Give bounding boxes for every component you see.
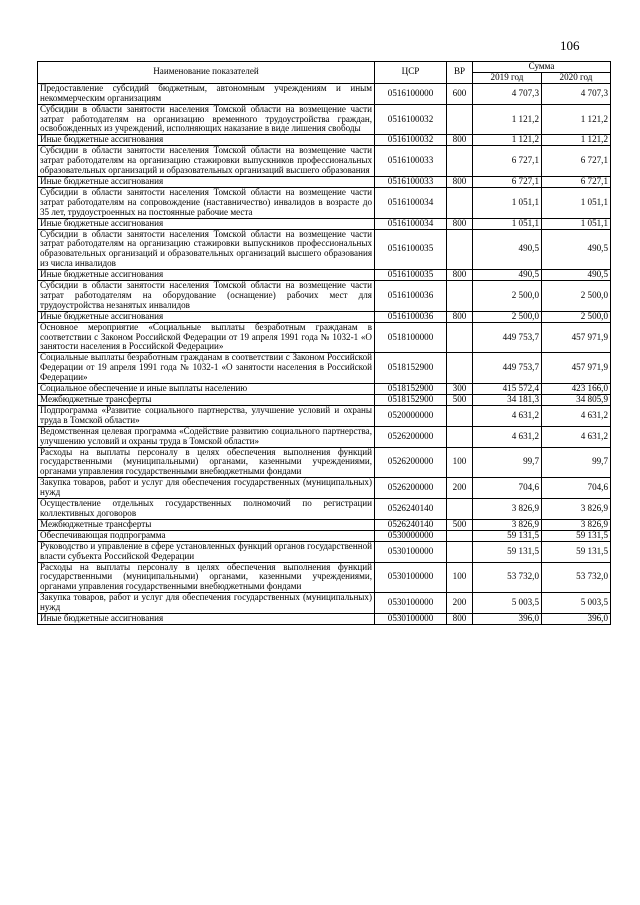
row-sum-2020: 4 631,2 xyxy=(542,405,611,426)
row-sum-2019: 704,6 xyxy=(473,478,542,499)
row-name: Иные бюджетные ассигнования xyxy=(38,270,375,281)
row-name: Ведомственная целевая программа «Содействие развитию социального партнерства, улучшению условий и охраны труда в Томской области» xyxy=(38,426,375,447)
row-sum-2020: 3 826,9 xyxy=(542,519,611,530)
row-sum-2020: 2 500,0 xyxy=(542,281,611,312)
row-vr: 800 xyxy=(447,218,473,229)
row-name: Социальное обеспечение и иные выплаты населению xyxy=(38,384,375,395)
table-row xyxy=(38,405,611,426)
row-sum-2020: 396,0 xyxy=(542,614,611,625)
row-code: 0520000000 xyxy=(375,405,447,426)
row-vr: 600 xyxy=(447,83,473,104)
row-sum-2020: 490,5 xyxy=(542,229,611,270)
row-code: 0526200000 xyxy=(375,426,447,447)
table-body xyxy=(38,83,611,624)
row-vr: 800 xyxy=(447,176,473,187)
row-code: 0530100000 xyxy=(375,562,447,593)
row-vr: 300 xyxy=(447,384,473,395)
row-sum-2020: 6 727,1 xyxy=(542,176,611,187)
table-row xyxy=(38,146,611,177)
row-vr: 200 xyxy=(447,593,473,614)
row-sum-2020: 1 051,1 xyxy=(542,218,611,229)
row-code: 0530100000 xyxy=(375,541,447,562)
table-row xyxy=(38,614,611,625)
table-row xyxy=(38,229,611,270)
row-name: Подпрограмма «Развитие социального партнерства, улучшение условий и охраны труда в Томской области» xyxy=(38,405,375,426)
row-code: 0516100034 xyxy=(375,218,447,229)
row-sum-2019: 99,7 xyxy=(473,447,542,478)
row-sum-2020: 704,6 xyxy=(542,478,611,499)
table-row xyxy=(38,395,611,406)
row-code: 0530100000 xyxy=(375,593,447,614)
row-code: 0526240140 xyxy=(375,519,447,530)
row-name: Межбюджетные трансферты xyxy=(38,395,375,406)
row-sum-2019: 490,5 xyxy=(473,270,542,281)
table-row xyxy=(38,447,611,478)
table-row xyxy=(38,218,611,229)
row-code: 0518100000 xyxy=(375,322,447,353)
row-sum-2019: 1 051,1 xyxy=(473,187,542,218)
row-vr: 100 xyxy=(447,562,473,593)
row-code: 0516100035 xyxy=(375,229,447,270)
row-name: Расходы на выплаты персоналу в целях обеспечения выполнения функций государственными (муниципальными) органами, казенными учреждениями, органами управления государственными внебюджетными фондами xyxy=(38,447,375,478)
row-name: Субсидии в области занятости населения Томской области на возмещение части затрат работодателям на организацию временного трудоустройства граждан, освобожденных из учреждений, исполняющих наказание в виде лишения свободы xyxy=(38,104,375,135)
row-code: 0526200000 xyxy=(375,447,447,478)
row-vr: 100 xyxy=(447,447,473,478)
row-name: Обеспечивающая подпрограмма xyxy=(38,530,375,541)
header-code: ЦСР xyxy=(375,62,447,84)
row-sum-2020: 99,7 xyxy=(542,447,611,478)
row-code: 0516100034 xyxy=(375,187,447,218)
row-vr xyxy=(447,499,473,520)
table-row xyxy=(38,135,611,146)
row-vr: 800 xyxy=(447,270,473,281)
row-vr: 800 xyxy=(447,614,473,625)
row-vr xyxy=(447,541,473,562)
row-code: 0518152900 xyxy=(375,384,447,395)
row-name: Субсидии в области занятости населения Томской области на возмещение части затрат работодателям на сопровождение (наставничество) инвалидов в возрасте до 35 лет, трудоустроенных на постоянные рабочие места xyxy=(38,187,375,218)
row-name: Иные бюджетные ассигнования xyxy=(38,614,375,625)
table-row xyxy=(38,562,611,593)
row-vr xyxy=(447,104,473,135)
row-name: Иные бюджетные ассигнования xyxy=(38,176,375,187)
row-sum-2020: 59 131,5 xyxy=(542,530,611,541)
row-vr: 500 xyxy=(447,395,473,406)
table-row xyxy=(38,104,611,135)
row-vr: 800 xyxy=(447,135,473,146)
row-sum-2019: 1 121,2 xyxy=(473,135,542,146)
row-sum-2020: 53 732,0 xyxy=(542,562,611,593)
row-sum-2020: 34 805,9 xyxy=(542,395,611,406)
row-vr xyxy=(447,229,473,270)
row-sum-2019: 449 753,7 xyxy=(473,353,542,384)
row-sum-2020: 4 707,3 xyxy=(542,83,611,104)
row-sum-2020: 3 826,9 xyxy=(542,499,611,520)
row-sum-2019: 1 121,2 xyxy=(473,104,542,135)
header-name: Наименование показателей xyxy=(38,62,375,84)
table-header xyxy=(38,62,611,84)
row-vr: 200 xyxy=(447,478,473,499)
row-sum-2020: 1 121,2 xyxy=(542,135,611,146)
table-row xyxy=(38,530,611,541)
row-sum-2020: 457 971,9 xyxy=(542,353,611,384)
row-name: Закупка товаров, работ и услуг для обеспечения государственных (муниципальных) нужд xyxy=(38,478,375,499)
row-name: Субсидии в области занятости населения Томской области на возмещение части затрат работодателям на оборудование (оснащение) рабочих мест для трудоустройства незанятых инвалидов xyxy=(38,281,375,312)
table-row xyxy=(38,384,611,395)
row-sum-2019: 6 727,1 xyxy=(473,146,542,177)
header-sum: Сумма xyxy=(473,62,611,73)
row-sum-2019: 2 500,0 xyxy=(473,281,542,312)
header-year-2019: 2019 год xyxy=(473,72,542,83)
row-sum-2019: 396,0 xyxy=(473,614,542,625)
table-row xyxy=(38,426,611,447)
row-name: Закупка товаров, работ и услуг для обеспечения государственных (муниципальных) нужд xyxy=(38,593,375,614)
row-code: 0518152900 xyxy=(375,353,447,384)
table-row xyxy=(38,322,611,353)
row-code: 0516100000 xyxy=(375,83,447,104)
table-row xyxy=(38,519,611,530)
row-name: Расходы на выплаты персоналу в целях обеспечения выполнения функций государственными (муниципальными) органами, казенными учреждениями, органами управления государственными внебюджетными фондами xyxy=(38,562,375,593)
table-row xyxy=(38,353,611,384)
row-sum-2019: 449 753,7 xyxy=(473,322,542,353)
row-vr xyxy=(447,426,473,447)
row-name: Субсидии в области занятости населения Томской области на возмещение части затрат работодателям на организацию стажировки выпускников профессиональных образовательных организаций и образовательных организаций высшего образования из числа инвалидов xyxy=(38,229,375,270)
table-row xyxy=(38,281,611,312)
table-row xyxy=(38,478,611,499)
row-sum-2019: 3 826,9 xyxy=(473,499,542,520)
row-sum-2019: 5 003,5 xyxy=(473,593,542,614)
row-code: 0516100033 xyxy=(375,146,447,177)
page-number: 106 xyxy=(560,38,580,53)
row-sum-2019: 490,5 xyxy=(473,229,542,270)
row-code: 0516100036 xyxy=(375,281,447,312)
row-name: Социальные выплаты безработным гражданам в соответствии с Законом Российской Федерации от 19 апреля 1991 года № 1032-1 «О занятости населения в Российской Федерации» xyxy=(38,353,375,384)
budget-table xyxy=(37,61,611,625)
row-name: Руководство и управление в сфере установленных функций органов государственной власти субъекта Российской Федерации xyxy=(38,541,375,562)
row-code: 0526200000 xyxy=(375,478,447,499)
header-year-2020: 2020 год xyxy=(542,72,611,83)
row-name: Основное мероприятие «Социальные выплаты безработным гражданам в соответствии с Законом Российской Федерации от 19 апреля 1991 года № 1032-1 «О занятости населения в Российской Федерации» xyxy=(38,322,375,353)
row-code: 0516100035 xyxy=(375,270,447,281)
row-vr xyxy=(447,281,473,312)
table-row xyxy=(38,499,611,520)
row-sum-2020: 457 971,9 xyxy=(542,322,611,353)
row-code: 0518152900 xyxy=(375,395,447,406)
row-code: 0516100032 xyxy=(375,135,447,146)
row-name: Предоставление субсидий бюджетным, автономным учреждениям и иным некоммерческим организациям xyxy=(38,83,375,104)
row-sum-2019: 3 826,9 xyxy=(473,519,542,530)
row-code: 0530000000 xyxy=(375,530,447,541)
row-sum-2019: 59 131,5 xyxy=(473,541,542,562)
row-sum-2020: 1 121,2 xyxy=(542,104,611,135)
row-sum-2019: 4 631,2 xyxy=(473,426,542,447)
row-sum-2019: 6 727,1 xyxy=(473,176,542,187)
row-name: Субсидии в области занятости населения Томской области на возмещение части затрат работодателям на организацию стажировки выпускников профессиональных образовательных организаций и образовательных организаций высшего образования xyxy=(38,146,375,177)
row-code: 0530100000 xyxy=(375,614,447,625)
table-row xyxy=(38,176,611,187)
row-name: Межбюджетные трансферты xyxy=(38,519,375,530)
row-code: 0516100036 xyxy=(375,311,447,322)
row-sum-2019: 53 732,0 xyxy=(473,562,542,593)
row-name: Осуществление отдельных государственных полномочий по регистрации коллективных договоров xyxy=(38,499,375,520)
row-vr xyxy=(447,322,473,353)
table-row xyxy=(38,311,611,322)
header-vr: ВР xyxy=(447,62,473,84)
row-name: Иные бюджетные ассигнования xyxy=(38,135,375,146)
row-sum-2019: 415 572,4 xyxy=(473,384,542,395)
table-row xyxy=(38,541,611,562)
row-sum-2019: 4 707,3 xyxy=(473,83,542,104)
row-sum-2020: 59 131,5 xyxy=(542,541,611,562)
row-vr xyxy=(447,405,473,426)
row-sum-2020: 5 003,5 xyxy=(542,593,611,614)
row-vr xyxy=(447,146,473,177)
row-vr xyxy=(447,187,473,218)
row-sum-2020: 490,5 xyxy=(542,270,611,281)
row-sum-2019: 34 181,3 xyxy=(473,395,542,406)
row-sum-2020: 4 631,2 xyxy=(542,426,611,447)
row-sum-2020: 1 051,1 xyxy=(542,187,611,218)
row-code: 0526240140 xyxy=(375,499,447,520)
row-name: Иные бюджетные ассигнования xyxy=(38,311,375,322)
row-vr: 800 xyxy=(447,311,473,322)
row-sum-2019: 2 500,0 xyxy=(473,311,542,322)
table-row xyxy=(38,187,611,218)
row-code: 0516100033 xyxy=(375,176,447,187)
row-sum-2019: 59 131,5 xyxy=(473,530,542,541)
row-sum-2020: 2 500,0 xyxy=(542,311,611,322)
row-code: 0516100032 xyxy=(375,104,447,135)
row-vr: 500 xyxy=(447,519,473,530)
row-sum-2019: 1 051,1 xyxy=(473,218,542,229)
table-row xyxy=(38,593,611,614)
row-vr xyxy=(447,530,473,541)
row-sum-2020: 423 166,0 xyxy=(542,384,611,395)
row-sum-2020: 6 727,1 xyxy=(542,146,611,177)
table-row xyxy=(38,270,611,281)
row-vr xyxy=(447,353,473,384)
row-name: Иные бюджетные ассигнования xyxy=(38,218,375,229)
row-sum-2019: 4 631,2 xyxy=(473,405,542,426)
table-row xyxy=(38,83,611,104)
